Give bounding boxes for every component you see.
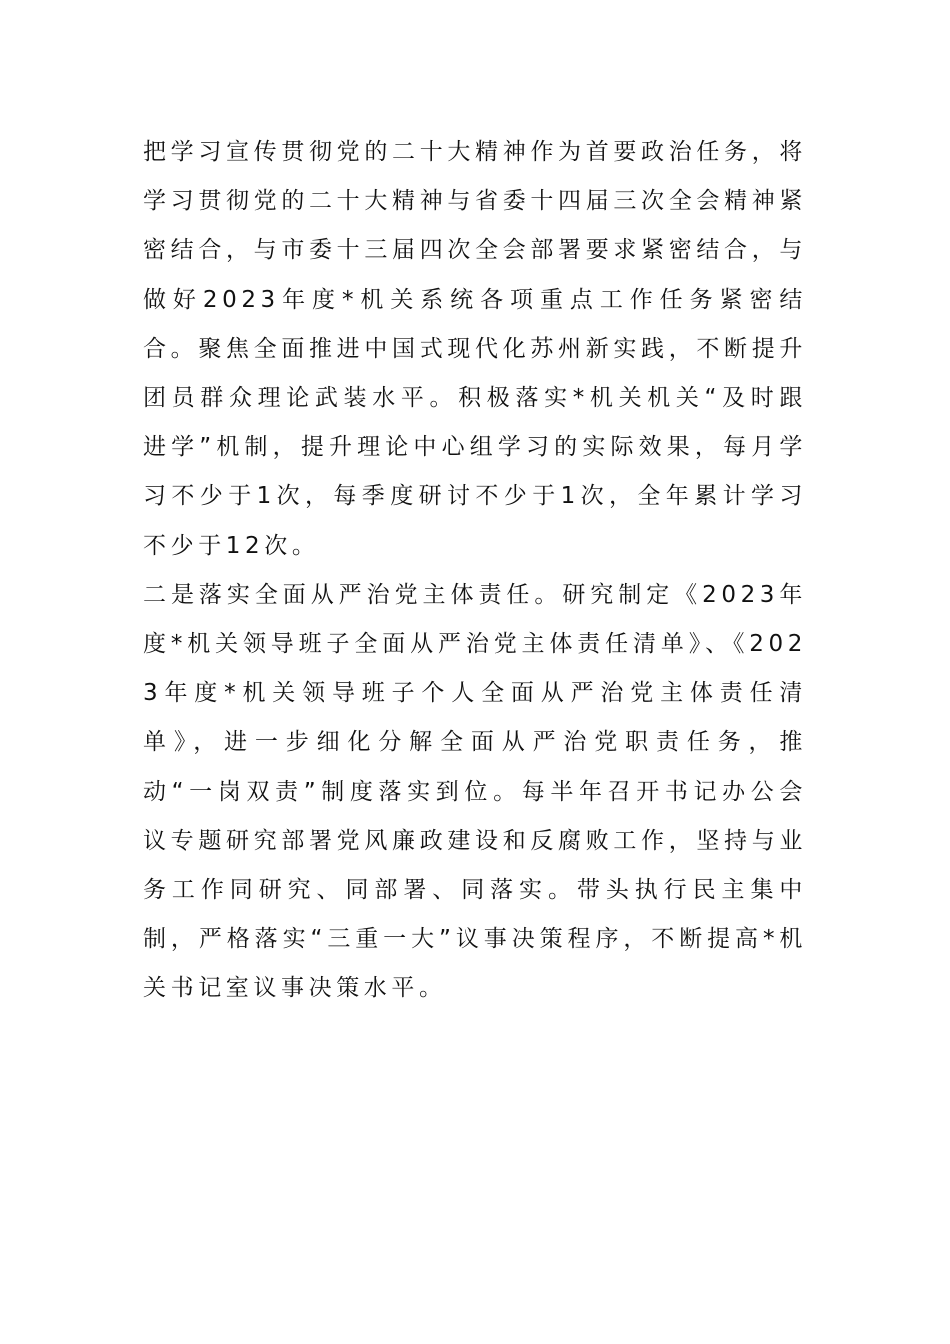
document-body <box>143 128 807 1014</box>
paragraph-study-tasks: 把学习宣传贯彻党的二十大精神作为首要政治任务，将学习贯彻党的二十大精神与省委十四届三次全会精神紧密结合，与市委十三届四次全会部署要求紧密结合，与做好2023年度*机关系统各项重点工作任务紧密结合。聚焦全面推进中国式现代化苏州新实践，不断提升团员群众理论武装水平。积极落实*机关机关“及时跟进学”机制，提升理论中心组学习的实际效果，每月学习不少于1次，每季度研讨不少于1次，全年累计学习不少于12次。 <box>143 139 807 559</box>
paragraph-party-responsibility: 二是落实全面从严治党主体责任。研究制定《2023年度*机关领导班子全面从严治党主体责任清单》、《2023年度*机关领导班子个人全面从严治党主体责任清单》，进一步细化分解全面从严治党职责任务，推动“一岗双责”制度落实到位。每半年召开书记办公会议专题研究部署党风廉政建设和反腐败工作，坚持与业务工作同研究、同部署、同落实。带头执行民主集中制，严格落实“三重一大”议事决策程序，不断提高*机关书记室议事决策水平。 <box>143 581 807 1002</box>
